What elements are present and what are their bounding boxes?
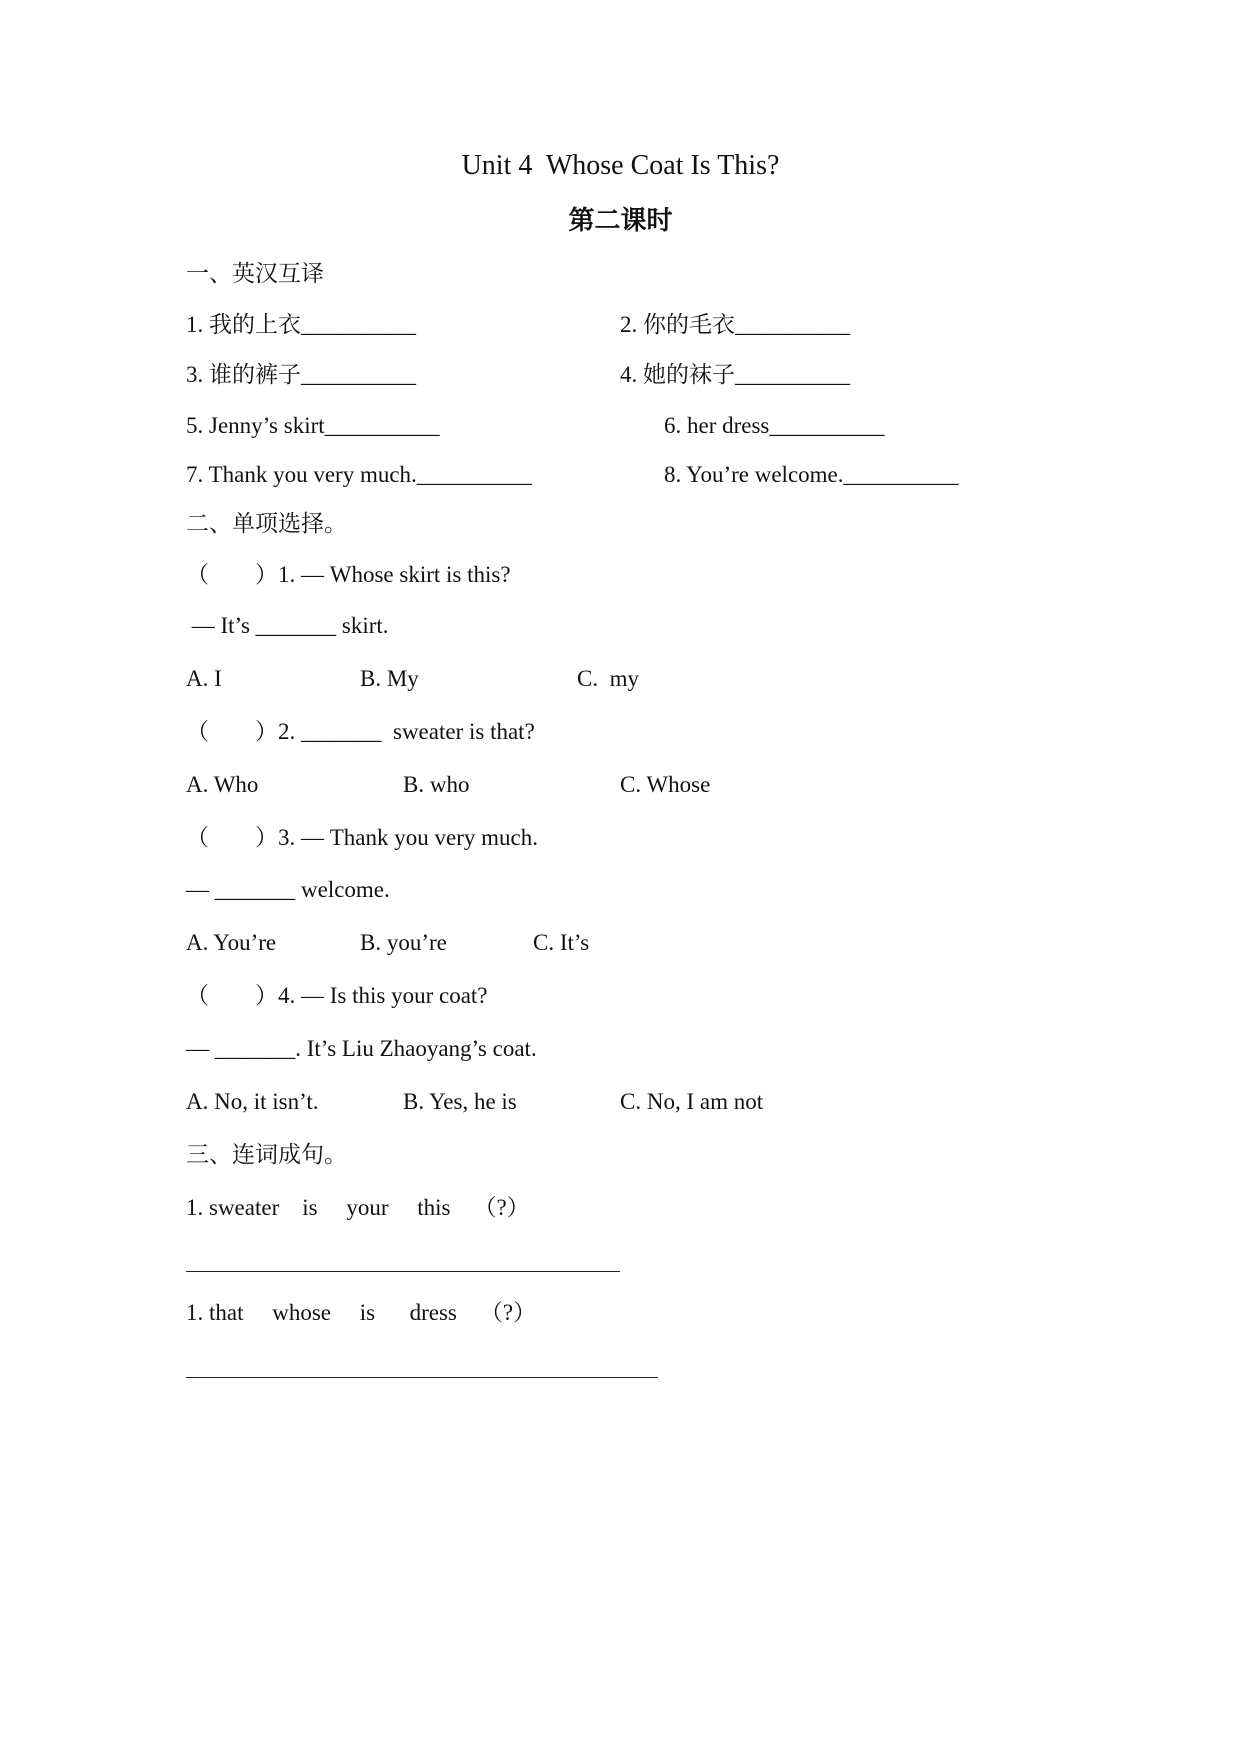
question-4-reply: — _______. It’s Liu Zhaoyang’s coat.: [186, 1036, 537, 1061]
sentence-item-2: 1. that whose is dress （?）: [186, 1300, 537, 1325]
translate-item-3: 3. 谁的裤子__________: [186, 362, 416, 387]
section3-heading: 三、连词成句。: [186, 1142, 347, 1167]
question-1-option-a: A. I: [186, 666, 222, 691]
page-title: Unit 4 Whose Coat Is This?: [461, 150, 780, 181]
question-1-reply: — It’s _______ skirt.: [186, 613, 389, 638]
page-subtitle: 第二课时: [568, 206, 673, 235]
question-4-option-c: C. No, I am not: [620, 1089, 764, 1114]
question-4-option-a: A. No, it isn’t.: [186, 1089, 319, 1114]
question-4-stem: （ ）4. — Is this your coat?: [186, 983, 488, 1008]
question-2-option-a: A. Who: [186, 772, 259, 797]
translate-item-4: 4. 她的袜子__________: [620, 362, 850, 387]
sentence-item-1: 1. sweater is your this （?）: [186, 1195, 530, 1220]
question-3-option-a: A. You’re: [186, 930, 277, 955]
answer-line-1: [186, 1271, 620, 1272]
question-2-option-c: C. Whose: [620, 772, 711, 797]
question-3-stem: （ ）3. — Thank you very much.: [186, 825, 538, 850]
translate-item-6: 6. her dress__________: [664, 413, 885, 438]
translate-item-5: 5. Jenny’s skirt__________: [186, 413, 440, 438]
section2-heading: 二、单项选择。: [186, 511, 347, 536]
question-2-stem: （ ）2. _______ sweater is that?: [186, 719, 535, 744]
question-4-option-b: B. Yes, he is: [403, 1089, 517, 1114]
section1-heading: 一、英汉互译: [186, 261, 324, 286]
translate-item-2: 2. 你的毛衣__________: [620, 312, 850, 337]
question-3-option-b: B. you’re: [360, 930, 447, 955]
question-1-stem: （ ）1. — Whose skirt is this?: [186, 562, 511, 587]
question-1-option-b: B. My: [360, 666, 419, 691]
question-3-option-c: C. It’s: [533, 930, 590, 955]
translate-item-7: 7. Thank you very much.__________: [186, 462, 532, 487]
translate-item-8: 8. You’re welcome.__________: [664, 462, 959, 487]
question-3-reply: — _______ welcome.: [186, 877, 390, 902]
question-1-option-c: C. my: [577, 666, 639, 691]
question-2-option-b: B. who: [403, 772, 470, 797]
translate-item-1: 1. 我的上衣__________: [186, 312, 416, 337]
answer-line-2: [186, 1377, 658, 1378]
